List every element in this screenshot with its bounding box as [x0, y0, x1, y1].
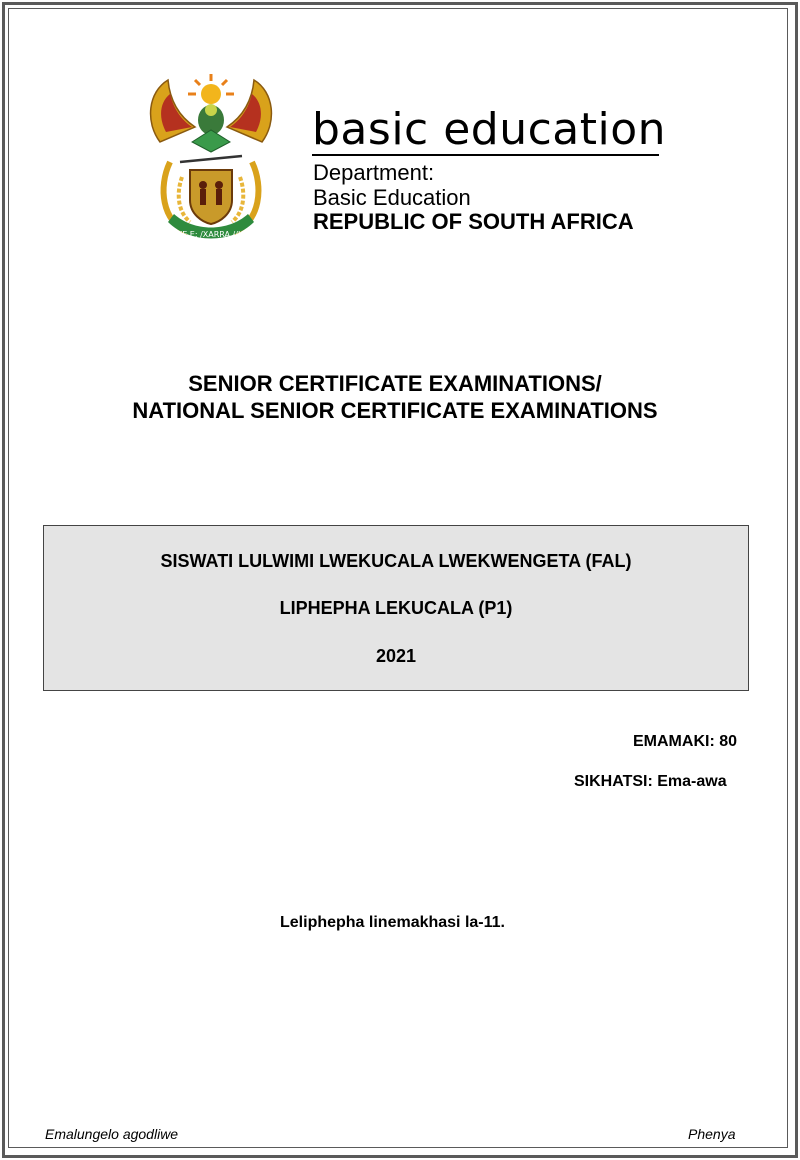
coat-of-arms-icon [140, 72, 282, 250]
exam-title-line2: NATIONAL SENIOR CERTIFICATE EXAMINATIONS [132, 398, 658, 423]
crest-motto: !KE E: /XARRA //KE [173, 230, 249, 239]
subject-title: SISWATI LULWIMI LWEKUCALA LWEKWENGETA (FAL) [160, 551, 632, 571]
exam-year: 2021 [375, 646, 417, 666]
country-name: REPUBLIC OF SOUTH AFRICA [313, 209, 634, 234]
brand-title: basic education [312, 104, 667, 155]
copyright-notice: Emalungelo agodliwe [45, 1126, 179, 1142]
time-allowed: SIKHATSI: Ema-awa [574, 773, 727, 790]
page-count-note: Leliphepha linemakhasi la-11. [280, 914, 505, 931]
department-name: Basic Education [313, 185, 471, 210]
exam-title-line1: SENIOR CERTIFICATE EXAMINATIONS/ [188, 371, 602, 396]
subject-box [43, 525, 749, 691]
paper-title: LIPHEPHA LEKUCALA (P1) [279, 598, 513, 618]
brand-divider [312, 154, 659, 156]
turn-over-note: Phenya [688, 1126, 736, 1142]
marks-total: EMAMAKI: 80 [633, 733, 738, 750]
department-label: Department: [313, 160, 435, 185]
